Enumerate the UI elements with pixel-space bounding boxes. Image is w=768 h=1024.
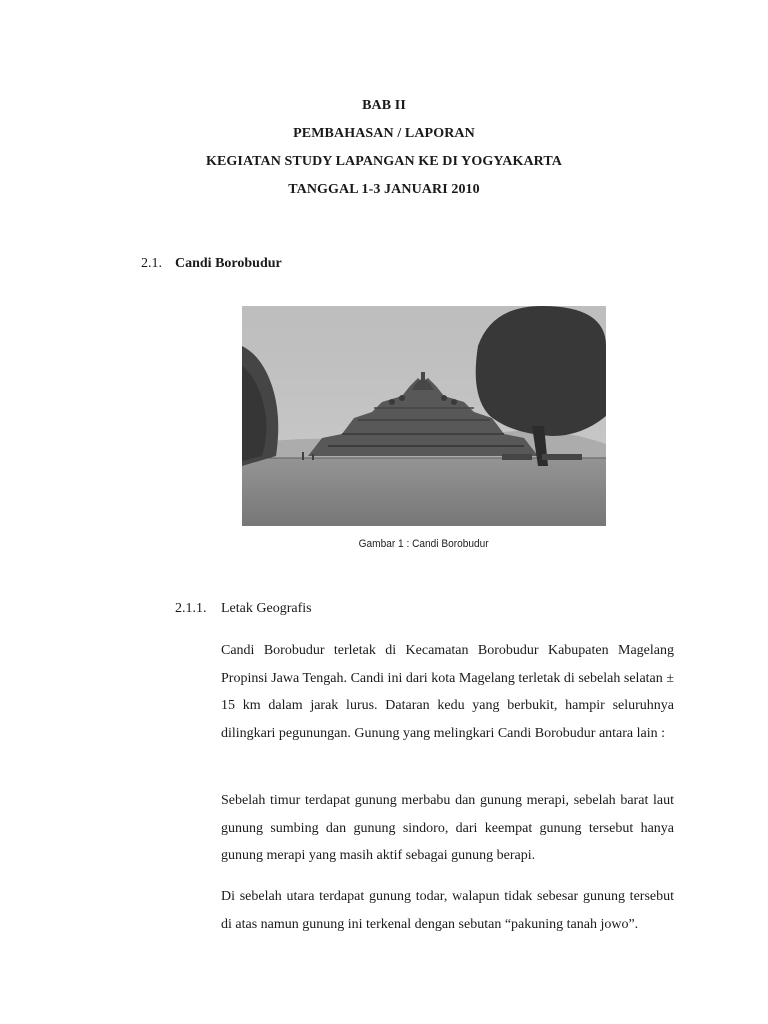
section-title: Candi Borobudur: [175, 256, 282, 271]
subsection-heading: [175, 600, 312, 618]
paragraph-text: Sebelah timur terdapat gunung merbabu dan gunung merapi, sebelah barat laut gunung sumbing dan gunung sindoro, dari keempat gunung tersebut hanya gunung merapi yang masih aktif sebagai gunung berapi.: [221, 793, 674, 863]
borobudur-photo: [242, 306, 606, 526]
subsection-number: 2.1.1.: [175, 601, 207, 616]
paragraph-north-mountain: [221, 883, 674, 938]
chapter-number: BAB II: [362, 98, 406, 113]
activity-title: KEGIATAN STUDY LAPANGAN KE DI YOGYAKARTA: [205, 154, 562, 169]
section-heading: [141, 255, 282, 273]
paragraph-east-west-mountains: [221, 787, 674, 870]
activity-date: TANGGAL 1-3 JANUARI 2010: [288, 182, 480, 197]
paragraph-location: [221, 637, 674, 747]
subsection-title: Letak Geografis: [221, 601, 312, 616]
chapter-title: PEMBAHASAN / LAPORAN: [293, 126, 475, 141]
section-number: 2.1.: [141, 256, 162, 271]
paragraph-text: Candi Borobudur terletak di Kecamatan Borobudur Kabupaten Magelang Propinsi Jawa Tengah. Candi ini dari kota Magelang terletak di sebelah selatan ± 15 km dalam jarak lurus. Dataran kedu yang berbukit, hampir seluruhnya dilingkari pegunungan. Gunung yang melingkari Candi Borobudur antara lain :: [221, 643, 674, 741]
chapter-heading: [0, 92, 768, 204]
figure-caption: Gambar 1 : Candi Borobudur: [359, 538, 489, 550]
paragraph-text: Di sebelah utara terdapat gunung todar, walapun tidak sebesar gunung tersebut di atas namun gunung ini terkenal dengan sebutan “pakuning tanah jowo”.: [221, 889, 674, 932]
